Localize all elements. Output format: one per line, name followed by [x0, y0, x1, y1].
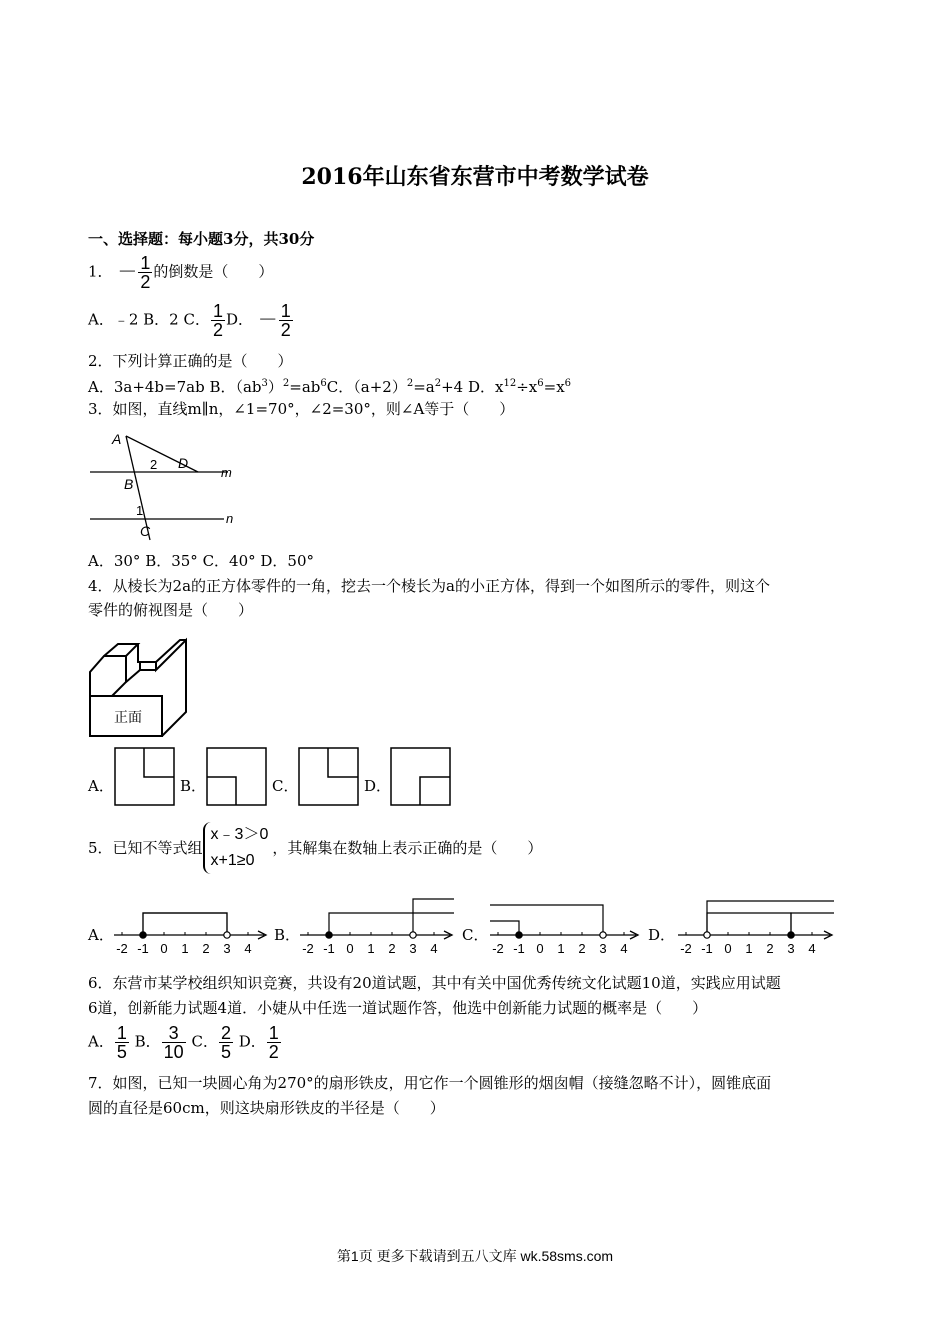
tick-label: 2 — [766, 941, 774, 956]
front-label: 正面 — [114, 709, 142, 725]
option-d-label: D． — [648, 926, 676, 944]
tick-label: -2 — [492, 941, 504, 956]
parallel-lines-figure — [86, 428, 238, 542]
solution-bracket — [490, 905, 603, 935]
solution-bracket — [413, 899, 454, 935]
tick-label: 1 — [745, 941, 753, 956]
number-line-a — [112, 893, 272, 959]
top-view-option-b — [206, 747, 268, 807]
number-line-c — [488, 893, 644, 959]
number-line-b — [298, 893, 458, 959]
top-view-option-d — [390, 747, 452, 807]
label-D: D — [178, 455, 189, 471]
option-a-label: A． — [88, 926, 114, 944]
page-title: 2016年山东省东营市中考数学试卷 — [301, 164, 649, 190]
question-6-line2: 6道，创新能力试题4道．小婕从中任选一道试题作答，他选中创新能力试题的概率是（ ） — [88, 999, 708, 1017]
tick-label: 1 — [181, 941, 189, 956]
question-7-line2: 圆的直径是60cm，则这块扇形铁皮的半径是（ ） — [88, 1099, 445, 1117]
tick-label: 1 — [367, 941, 375, 956]
question-1 — [88, 254, 273, 291]
top-view-option-a — [114, 747, 176, 807]
section-heading: 一、选择题：每小题3分，共30分 — [88, 230, 315, 248]
open-dot — [410, 932, 416, 938]
label-n: n — [226, 511, 234, 526]
option-a-label: A． — [88, 777, 114, 795]
question-6-line1: 6．东营市某学校组织知识竞赛，共设有20道试题，其中有关中国优秀传统文化试题10道，实践应用试题 — [88, 974, 781, 992]
fraction: $\frac{1}{2}$ — [140, 253, 151, 292]
tick-label: -2 — [680, 941, 692, 956]
cube-part-figure — [86, 632, 196, 740]
solution-bracket — [707, 901, 834, 935]
page-footer: 第1页 更多下载请到五八文库 wk.58sms.com — [336, 1248, 614, 1264]
question-1-options: A．﹣2 B．2 C． $\frac{1}{2}$ D． － $\frac{1}{2}$ — [88, 301, 291, 340]
question-3: 3．如图，直线m∥n，∠1=70°，∠2=30°，则∠A等于（ ） — [88, 400, 515, 418]
inequality-system: x﹣3＞0 x+1≥0 — [203, 822, 273, 874]
question-text: 的倒数是（ ） — [153, 262, 274, 281]
fraction: $\frac{1}{2}$ — [280, 301, 291, 340]
option-d-label: D． — [364, 777, 392, 795]
label-C: C — [140, 523, 151, 539]
solution-bracket — [329, 913, 454, 935]
number-line-d — [676, 893, 838, 959]
tick-label: 1 — [557, 941, 565, 956]
solution-bracket — [707, 913, 791, 935]
option-b-label: B． — [180, 777, 207, 795]
question-6-options: A． $\frac{1}{5}$ B． $\frac{3}{10}$ C． $\frac{2}{5}$ D． $\frac{1}{2}$ — [88, 1023, 279, 1062]
tick-label: -2 — [302, 941, 314, 956]
tick-label: 2 — [388, 941, 396, 956]
option-b-label: B． — [274, 926, 301, 944]
tick-label: 0 — [724, 941, 732, 956]
tick-label: 4 — [430, 941, 438, 956]
label-angle-2: 2 — [150, 457, 158, 472]
tick-label: 0 — [346, 941, 354, 956]
tick-label: -1 — [137, 941, 149, 956]
question-number: 1． — [88, 262, 113, 281]
label-angle-1: 1 — [136, 503, 144, 518]
tick-label: 3 — [409, 941, 417, 956]
tick-label: 2 — [202, 941, 210, 956]
tick-label: 3 — [599, 941, 607, 956]
question-2-options: A．3a+4b=7ab B．$(ab^3)^2=ab^6C$．$(a+2)^2=a^2+4$ D．$x^{12}\div x^6=x^6$ — [88, 378, 572, 396]
tick-label: -1 — [701, 941, 713, 956]
tick-label: 4 — [244, 941, 252, 956]
question-7-line1: 7．如图，已知一块圆心角为270°的扇形铁皮，用它作一个圆锥形的烟囱帽（接缝忽略不计），圆锥底面 — [88, 1074, 772, 1092]
closed-dot — [788, 932, 794, 938]
tick-label: 3 — [223, 941, 231, 956]
tick-label: 3 — [787, 941, 795, 956]
question-4-line2: 零件的俯视图是（ ） — [88, 601, 254, 619]
label-A: A — [112, 431, 122, 447]
tick-label: 2 — [578, 941, 586, 956]
question-2: 2．下列计算正确的是（ ） — [88, 352, 293, 370]
open-dot — [224, 932, 230, 938]
closed-dot — [326, 932, 332, 938]
closed-dot — [516, 932, 522, 938]
solution-bracket — [791, 913, 834, 935]
tick-label: -1 — [323, 941, 335, 956]
tick-label: 4 — [620, 941, 628, 956]
solution-bracket — [143, 913, 227, 935]
label-B: B — [124, 476, 134, 492]
closed-dot — [140, 932, 146, 938]
solution-bracket — [143, 913, 227, 935]
question-4-line1: 4．从棱长为2a的正方体零件的一角，挖去一个棱长为a的小正方体，得到一个如图所示的零件，则这个 — [88, 577, 770, 595]
tick-label: -1 — [513, 941, 525, 956]
fraction: $\frac{1}{2}$ — [212, 301, 223, 340]
tick-label: 0 — [160, 941, 168, 956]
option-c-label: C． — [272, 777, 299, 795]
label-m: m — [221, 465, 232, 480]
minus-sign: － — [117, 261, 138, 284]
open-dot — [704, 932, 710, 938]
option-c-label: C． — [462, 926, 489, 944]
top-view-option-c — [298, 747, 360, 807]
tick-label: -2 — [116, 941, 128, 956]
tick-label: 0 — [536, 941, 544, 956]
question-5: 5．已知不等式组x﹣3＞0 x+1≥0，其解集在数轴上表示正确的是（ ） — [88, 822, 542, 874]
tick-label: 4 — [808, 941, 816, 956]
question-3-options: A．30° B．35° C．40° D．50° — [88, 552, 315, 570]
solution-bracket — [490, 921, 519, 935]
open-dot — [600, 932, 606, 938]
